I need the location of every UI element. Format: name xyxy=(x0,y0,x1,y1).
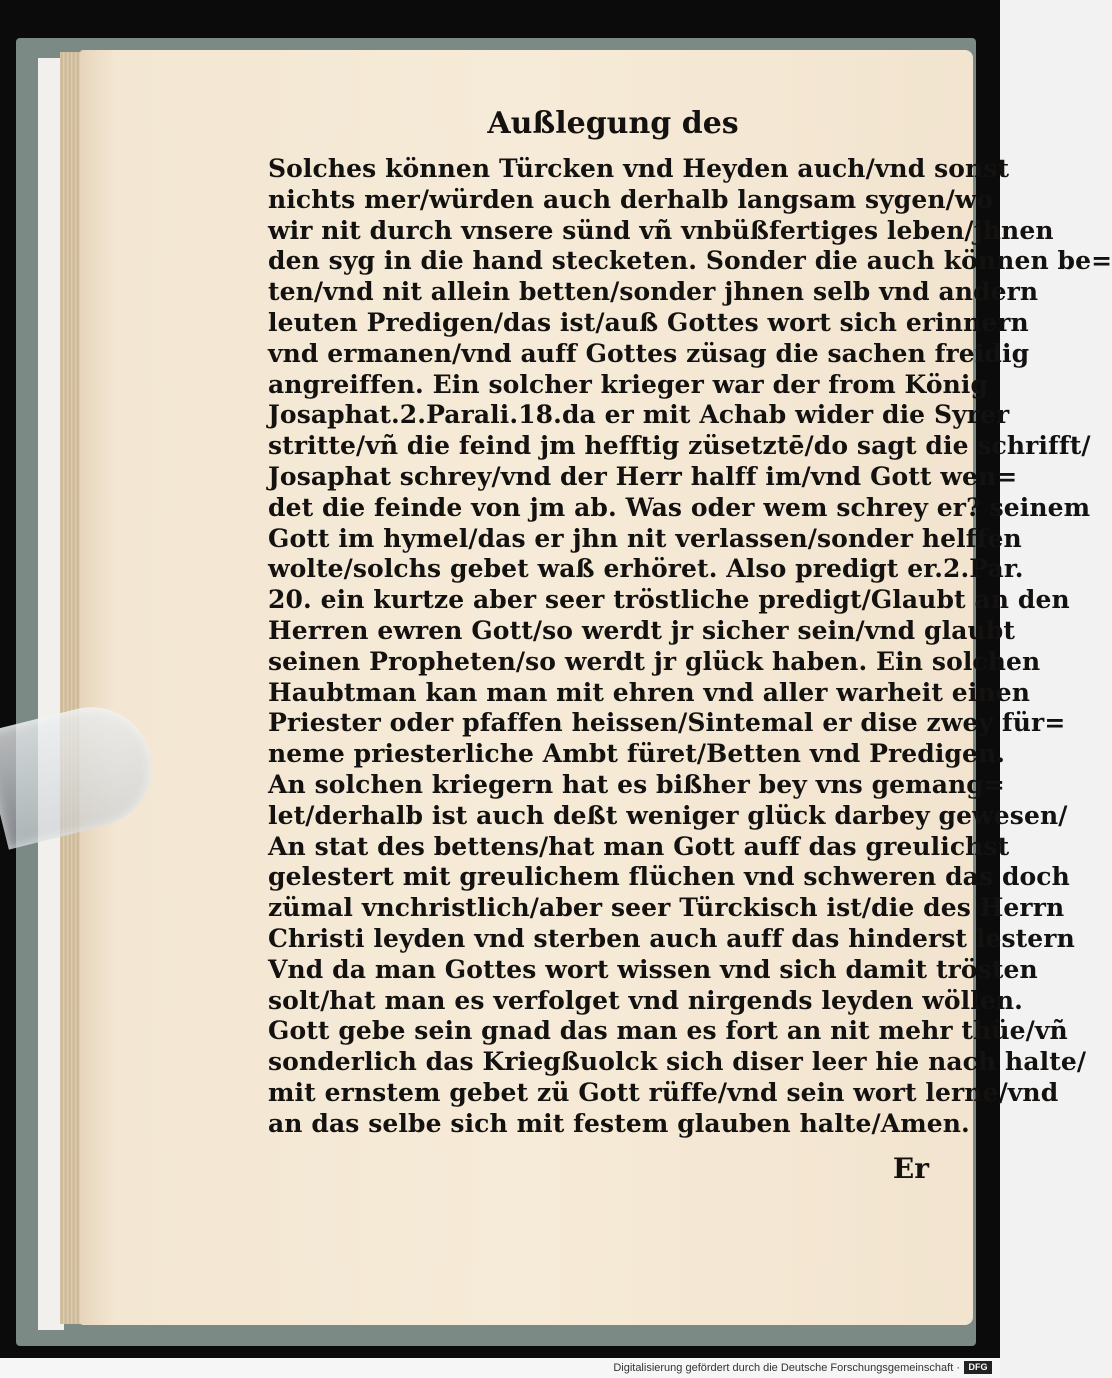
text-line: wolte/solchs gebet waß erhöret. Also predigt er.2.Par. xyxy=(268,554,1024,584)
text-line: mit ernstem gebet zü Gott rüffe/vnd sein wort lerne/vnd xyxy=(268,1077,1059,1107)
text-line: Gott im hymel/das er jhn nit verlassen/sonder helffen xyxy=(268,523,1022,553)
text-line: den syg in die hand stecketen. Sonder die auch können be= xyxy=(268,246,1112,276)
text-line: Priester oder pfaffen heissen/Sintemal er dise zwey für= xyxy=(268,708,1066,738)
text-line: nichts mer/würden auch derhalb langsam sygen/wo xyxy=(268,184,994,214)
text-line: wir nit durch vnsere sünd vñ vnbüßfertiges leben/jhnen xyxy=(268,215,1054,245)
text-line: stritte/vñ die feind jm hefftig züsetztē/do sagt die schrifft/ xyxy=(268,431,1091,461)
footer-bar xyxy=(0,1358,1000,1378)
text-line: sonderlich das Kriegßuolck sich diser leer hie nach halte/ xyxy=(268,1047,1087,1077)
text-line: vnd ermanen/vnd auff Gottes züsag die sachen freidig xyxy=(268,338,1030,368)
text-line: let/derhalb ist auch deßt weniger glück darbey gewesen/ xyxy=(268,800,1068,830)
text-line: Josaphat schrey/vnd der Herr halff im/vnd Gott wen= xyxy=(268,461,1018,491)
text-line: Josaphat.2.Parali.18.da er mit Achab wider die Syrer xyxy=(268,400,1010,430)
running-header: Außlegung des xyxy=(487,106,739,141)
text-line: An solchen kriegern hat es bißher bey vns gemang= xyxy=(268,769,1005,799)
text-line: Christi leyden vnd sterben auch auff das hinderst lestern xyxy=(268,923,1075,953)
text-line: Herren ewren Gott/so werdt jr sicher sein/vnd glaubt xyxy=(268,615,1015,645)
text-line: An stat des bettens/hat man Gott auff das greulichst xyxy=(268,831,1010,861)
text-line: det die feinde von jm ab. Was oder wem schrey er? seinem xyxy=(268,492,1091,522)
text-line: Gott gebe sein gnad das man es fort an nit mehr thüe/vñ xyxy=(268,1016,1068,1046)
text-lines xyxy=(268,154,1112,1140)
text-line: angreiffen. Ein solcher krieger war der from König xyxy=(268,369,989,399)
text-line: 20. ein kurtze aber seer tröstliche predigt/Glaubt an den xyxy=(268,585,1070,615)
text-line: seinen Propheten/so werdt jr glück haben. Ein solchen xyxy=(268,646,1041,676)
text-line: Haubtman kan man mit ehren vnd aller warheit einen xyxy=(268,677,1030,707)
catchword: Er xyxy=(892,1152,929,1185)
page-text-block xyxy=(268,100,1112,1140)
dfg-logo-icon: DFG xyxy=(964,1361,992,1374)
funding-credit: Digitalisierung gefördert durch die Deutsche Forschungsgemeinschaft · xyxy=(613,1362,960,1374)
text-line: Vnd da man Gottes wort wissen vnd sich damit trösten xyxy=(268,954,1038,984)
text-line: Solches können Türcken vnd Heyden auch/vnd sonst xyxy=(268,154,1010,183)
text-line: neme priesterliche Ambt füret/Betten vnd Predigen. xyxy=(268,739,1006,769)
text-line: zümal vnchristlich/aber seer Türckisch ist/die des Herrn xyxy=(268,893,1065,923)
text-line: leuten Predigen/das ist/auß Gottes wort sich erinnern xyxy=(268,307,1029,337)
text-line: gelestert mit greulichem flüchen vnd schweren das doch xyxy=(268,862,1070,892)
text-line: an das selbe sich mit festem glauben halte/Amen. xyxy=(268,1108,970,1138)
text-line: solt/hat man es verfolget vnd nirgends leyden wöllen. xyxy=(268,985,1023,1015)
text-line: ten/vnd nit allein betten/sonder jhnen selb vnd andern xyxy=(268,277,1039,307)
